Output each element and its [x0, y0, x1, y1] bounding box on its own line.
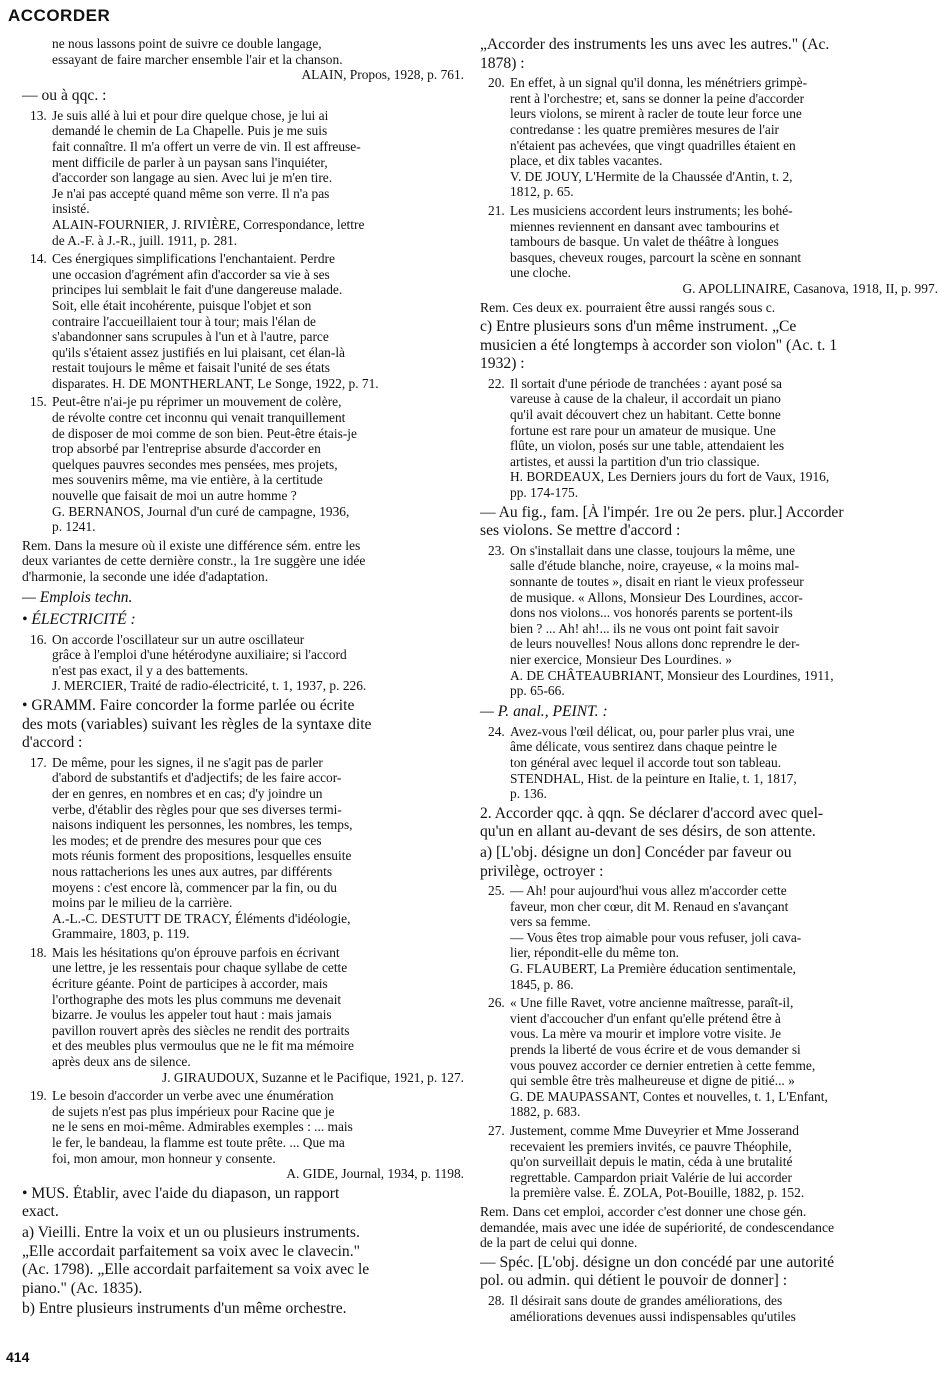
text-line: moyens : c'est encore là, commencer par la fin, ou du [52, 879, 337, 895]
text-line: ton général avec lequel il accorde tout son tableau. [510, 754, 782, 770]
text-line: Avez-vous l'œil délicat, ou, pour parler plus vrai, une [510, 723, 795, 739]
text-line: d'accord : [22, 734, 83, 752]
example-source: ALAIN, Propos, 1928, p. 761. [301, 67, 464, 83]
example-number: 17. [30, 754, 47, 770]
text-line: lier, répondit-elle du même ton. [510, 945, 680, 961]
text-line: n'est pas exact, il y a des battements. [52, 662, 249, 678]
text-line: Rem. Dans la mesure où il existe une différence sém. entre les [22, 537, 361, 553]
text-line: d'harmonie, la seconde une idée d'adaptation. [22, 569, 269, 584]
example-source: de A.-F. à J.-R., juill. 1911, p. 281. [52, 232, 238, 248]
example-continued [22, 36, 464, 83]
text-line: qu'on surveillait depuis le matin, céda à une brutalité [510, 1154, 793, 1170]
text-line: Il désirait sans doute de grandes améliorations, des [510, 1292, 783, 1308]
example-number: 20. [488, 75, 505, 91]
text-line: écriture géante. Point de participes à accorder, mais [52, 976, 328, 992]
text-line: demandée, mais avec une idée de supériorité, de condescendance [480, 1219, 835, 1235]
text-line: grâce à l'emploi d'une hétérodyne auxiliaire; si l'accord [52, 647, 347, 663]
example-source: A. DE CHÂTEAUBRIANT, Monsieur des Lourdines, 1911, [510, 667, 834, 683]
text-line: De même, pour les signes, il ne s'agit pas de parler [52, 754, 323, 770]
text-line: basques, cheveux rouges, parcourt la scène en sonnant [510, 249, 802, 265]
text-line: — Spéc. [L'obj. désigne un don concédé par une autorité [480, 1253, 834, 1271]
text-line: musicien a été longtemps à accorder son violon" (Ac. t. 1 [480, 336, 838, 354]
text-line: Il sortait d'une période de tranchées : ayant posé sa [510, 375, 782, 391]
example-13 [22, 108, 464, 248]
text-line: b) Entre plusieurs instruments d'un même orchestre. [22, 1300, 347, 1318]
text-line: de révolte contre cet inconnu qui venait tranquillement [52, 410, 346, 426]
text-line: recevaient les premiers invités, ce pauvre Théophile, [510, 1138, 792, 1154]
text-line: nous rattacherions les unes aux autres, par différents [52, 863, 333, 879]
text-line: piano." (Ac. 1835). [22, 1279, 143, 1297]
text-line: „Accorder des instruments les uns avec les autres." (Ac. [480, 36, 830, 53]
text-line: Je n'ai pas accepté quand même son verre. Il n'a pas [52, 185, 330, 201]
right-column [480, 34, 938, 1327]
text-line: qu'un en allant au-devant de ses désirs, de son attente. [480, 823, 816, 841]
text-line: « Une fille Ravet, votre ancienne maîtresse, paraît-il, [510, 995, 794, 1011]
example-16 [22, 632, 464, 694]
subsense-b-orchestre [22, 1300, 464, 1319]
text-line: mots réunis forment des propositions, lesquelles ensuite [52, 848, 352, 864]
text-line: nouvelle que faisait de moi un autre homme ? [52, 488, 297, 504]
text-line: verbe, d'établir des règles pour que ses diverses termi- [52, 801, 342, 817]
text-line: (Ac. 1798). „Elle accordait parfaitement sa voix avec le [22, 1261, 370, 1279]
text-line: exact. [22, 1203, 59, 1221]
text-line: Justement, comme Mme Duveyrier et Mme Josserand [510, 1123, 799, 1138]
example-source: pp. 174-175. [510, 485, 579, 501]
example-number: 16. [30, 631, 47, 647]
text-line: vareuse à cause de la chaleur, il accordait un piano [510, 391, 781, 407]
example-number: 15. [30, 394, 47, 410]
text-line: Ces énergiques simplifications l'enchantaient. Perdre [52, 251, 335, 267]
example-26 [480, 995, 938, 1120]
text-line: salle d'étude blanche, noire, crayeuse, « la moins mal- [510, 558, 800, 574]
example-source: G. APOLLINAIRE, Casanova, 1918, II, p. 997. [682, 280, 938, 296]
text-line: „Elle accordait parfaitement sa voix avec le clavecin." [22, 1242, 360, 1260]
text-line: l'orthographe des mots les plus communs me devenait [52, 991, 342, 1007]
example-number: 27. [488, 1123, 505, 1138]
example-number: 22. [488, 375, 505, 391]
text-line: a) [L'obj. désigne un don] Concéder par faveur ou [480, 843, 792, 861]
text-line: de leurs nouvelles! Nous allons donc reprendre le der- [510, 636, 800, 652]
text-line: vous pouvez accorder ce dernier entretien à cette femme, [510, 1057, 816, 1073]
special-usage [480, 1254, 938, 1291]
text-line: améliorations devenues aussi indispensables qu'utiles [510, 1308, 796, 1324]
example-source: G. BERNANOS, Journal d'un curé de campagne, 1936, [52, 503, 350, 519]
domain-heading-electricite: • ÉLECTRICITÉ : [22, 610, 136, 628]
text-line: d'accorder son langage au sien. Avec lui je m'en tire. [52, 170, 333, 186]
text-line: de musique. « Allons, Monsieur Des Lourdines, accor- [510, 589, 803, 605]
text-line: pavillon rouvert après des siècles ne rendit des portraits [52, 1022, 350, 1038]
example-source: p. 136. [510, 786, 547, 802]
example-source: H. BORDEAUX, Les Derniers jours du fort de Vaux, 1916, [510, 469, 830, 485]
text-line: ne le sens en moi-même. Admirables exemples : ... mais [52, 1119, 353, 1135]
definition-mus [22, 1185, 464, 1222]
text-line: restait toujours le même et faisait l'unité de ses états [52, 360, 330, 376]
example-15 [22, 394, 464, 534]
text-line: contraire l'accueillaient tour à tour; mais l'élan de [52, 313, 316, 329]
example-number: 19. [30, 1088, 47, 1104]
example-source: J. MERCIER, Traité de radio-électricité, t. 1, 1937, p. 226. [52, 678, 367, 694]
subsense-c-sons [480, 318, 938, 374]
text-line: • GRAMM. Faire concorder la forme parlée ou écrite [22, 696, 355, 714]
text-line: En effet, à un signal qu'il donna, les ménétriers grimpè- [510, 75, 808, 91]
text-line: la première valse. É. ZOLA, Pot-Bouille, 1882, p. 152. [510, 1185, 805, 1201]
construction-heading: — ou à qqc. : [22, 86, 107, 104]
example-source: p. 1241. [52, 519, 96, 535]
example-source: J. GIRAUDOUX, Suzanne et le Pacifique, 1921, p. 127. [162, 1069, 464, 1085]
text-line: — Vous êtes trop aimable pour vous refuser, joli cava- [510, 929, 802, 945]
subsense-a-don [480, 844, 938, 881]
text-line: des mots (variables) suivant les règles de la syntaxe dite [22, 715, 372, 733]
text-line: fortune est rare pour un amateur de musique. Une [510, 422, 776, 438]
text-line: dons nos violons... vos honorés parents se portent-ils [510, 605, 793, 621]
usage-heading: — Emplois techn. [22, 588, 133, 606]
text-line: sonnante de toutes », disait en riant le vieux professeur [510, 574, 804, 589]
text-line: Le besoin d'accorder un verbe avec une énumération [52, 1088, 334, 1104]
figurative-usage [480, 504, 938, 541]
text-line: place, et dix tables vacantes. [510, 153, 663, 169]
example-14 [22, 251, 464, 391]
example-source: ALAIN-FOURNIER, J. RIVIÈRE, Correspondance, lettre [52, 216, 365, 232]
text-line: prends la liberté de vous écrire et de vous demander si [510, 1042, 801, 1058]
example-20 [480, 75, 938, 200]
text-line: quelques pauvres secondes mes pensées, mes projets, [52, 456, 338, 472]
example-source: G. DE MAUPASSANT, Contes et nouvelles, t. 1, L'Enfant, [510, 1088, 828, 1104]
text-line: qu'il avait découvert chez un habitant. Cette bonne [510, 407, 781, 423]
text-line: deux variantes de cette dernière constr., la 1re suggère une idée [22, 553, 366, 569]
example-number: 23. [488, 542, 505, 558]
text-line: vers sa femme. [510, 914, 591, 930]
text-line: le fer, le bandeau, la flamme est toute prête. ... Que ma [52, 1135, 345, 1150]
example-number: 18. [30, 944, 47, 960]
text-line: contredanse : les quatre premières mesures de l'air [510, 121, 779, 137]
text-line: trop absorbé par l'entreprise absurde d'accorder en [52, 441, 321, 457]
text-line: s'abandonner sans scrupules à l'un et à l'autre, parce [52, 329, 329, 345]
text-line: tambours de basque. Un valet de théâtre à longues [510, 234, 779, 250]
text-line: der en genres, en nombres et en cas; d'y joindre un [52, 785, 323, 801]
text-line: âme délicate, vous sentirez dans chaque peintre le [510, 739, 777, 755]
text-line: ment difficile de parler à un paysan sans l'inquiéter, [52, 154, 328, 170]
sense-2 [480, 805, 938, 842]
text-line: miennes reviennent en dansant avec tambourins et [510, 218, 780, 234]
text-line: Rem. Ces deux ex. pourraient être aussi rangés sous c. [480, 299, 776, 315]
text-line: foi, mon amour, mon honneur y consente. [52, 1150, 276, 1166]
text-line: une cloche. [510, 265, 571, 281]
text-line: Mais les hésitations qu'on éprouve parfois en écrivant [52, 944, 340, 960]
text-line: moins par le milieu de la carrière. [52, 895, 233, 911]
text-line: c) Entre plusieurs sons d'un même instrument. „Ce [480, 318, 797, 336]
text-line: qu'ils s'étaient assez justifiés en lui plaisant, cet élan-là [52, 344, 346, 360]
example-number: 24. [488, 723, 505, 739]
example-number: 25. [488, 883, 505, 899]
text-line: On s'installait dans une classe, toujours la même, une [510, 542, 796, 558]
text-line: bizarre. Je voulus les appeler tout haut : mais jamais [52, 1007, 332, 1023]
example-source: A. GIDE, Journal, 1934, p. 1198. [286, 1166, 464, 1182]
quotation-ac-1878 [480, 36, 938, 73]
text-line: mes souvenirs même, ma vie entière, à la certitude [52, 472, 323, 488]
text-line: de sujets n'est pas plus impérieux pour Racine que je [52, 1103, 335, 1119]
text-line: 1932) : [480, 355, 525, 373]
example-21 [480, 203, 938, 297]
example-source: G. FLAUBERT, La Première éducation sentimentale, [510, 961, 797, 977]
text-line: a) Vieilli. Entre la voix et un ou plusieurs instruments. [22, 1223, 360, 1241]
text-line: ses violons. Se mettre d'accord : [480, 522, 681, 540]
running-headword: ACCORDER [8, 6, 111, 25]
text-line: faveur, mon cher cœur, dit M. Renaud en s'avançant [510, 898, 789, 914]
text-line: Les musiciens accordent leurs instruments; les bohé- [510, 202, 793, 218]
example-24 [480, 724, 938, 802]
text-line: 2. Accorder qqc. à qqn. Se déclarer d'accord avec quel- [480, 804, 824, 822]
text-line: 1878) : [480, 54, 525, 72]
text-line: artistes, et aussi la partition d'un trio classique. [510, 453, 760, 469]
text-line: rent à l'orchestre; et, sans se donner la peine d'accorder [510, 90, 805, 106]
text-line: — Au fig., fam. [À l'impér. 1re ou 2e pers. plur.] Accorder [480, 503, 844, 521]
text-line: Soit, elle était incohérente, puisque l'objet et son [52, 297, 312, 313]
text-line: privilège, octroyer : [480, 862, 604, 880]
page-number: 414 [6, 1349, 30, 1365]
text-line: Peut-être n'ai-je pu réprimer un mouvement de colère, [52, 394, 342, 410]
text-line: de la part de celui qui donne. [480, 1235, 638, 1251]
text-line: Je suis allé à lui et pour dire quelque chose, je lui ai [52, 107, 329, 123]
example-17 [22, 755, 464, 942]
example-source: V. DE JOUY, L'Hermite de la Chaussée d'Antin, t. 2, [510, 168, 793, 184]
example-19 [22, 1088, 464, 1182]
text-line: nier exercice, Monsieur Des Lourdines. » [510, 651, 732, 667]
example-23 [480, 543, 938, 699]
text-line: naisons indiquent les personnes, les nombres, les temps, [52, 817, 353, 833]
text-line: une lettre, je les ressentais pour chaque syllabe de cette [52, 960, 348, 976]
text-line: qui semble être très malheureuse et digne de pitié... » [510, 1073, 795, 1089]
remark [22, 538, 464, 585]
text-line: vient d'accoucher d'un enfant qu'elle prétend être à [510, 1010, 781, 1026]
remark [480, 1204, 938, 1251]
text-line: bien ? ... Ah! ah!... ils ne vous ont point fait savoir [510, 620, 779, 636]
subsense-a-vieilli [22, 1224, 464, 1298]
example-source: 1812, p. 65. [510, 184, 574, 200]
left-column [22, 34, 464, 1321]
text-line: d'abord de substantifs et d'adjectifs; de les faire accor- [52, 770, 342, 786]
text-line: après deux ans de silence. [52, 1054, 191, 1070]
text-line: disparates. H. DE MONTHERLANT, Le Songe, 1922, p. 71. [52, 375, 379, 391]
text-line: de disposer de moi comme de son bien. Peut-être étais-je [52, 425, 357, 441]
definition-gramm [22, 697, 464, 753]
text-line: une occasion d'agrément afin d'accorder sa vie à ses [52, 266, 330, 282]
example-number: 21. [488, 202, 505, 218]
example-source: Grammaire, 1803, p. 119. [52, 926, 190, 942]
example-source: STENDHAL, Hist. de la peinture en Italie, t. 1, 1817, [510, 770, 797, 786]
text-line: flûte, un violon, posés sur une table, attendaient les [510, 438, 785, 454]
text-line: leurs violons, se mirent à racler de toute leur force une [510, 106, 802, 122]
example-number: 14. [30, 251, 47, 267]
text-line: les modes; et de prendre des mesures pour que ces [52, 832, 322, 848]
remark [480, 300, 938, 316]
analogy-heading: — P. anal., PEINT. : [480, 702, 608, 720]
text-line: regrettable. Campardon priait Valérie de lui accorder [510, 1169, 792, 1185]
example-27 [480, 1123, 938, 1201]
text-line: • MUS. Établir, avec l'aide du diapason, un rapport [22, 1184, 340, 1202]
text-line: demandé le chemin de La Chapelle. Puis je me suis [52, 123, 328, 139]
text-line: n'étaient pas achevées, que vingt quadrilles étaient en [510, 137, 796, 153]
example-18 [22, 945, 464, 1085]
text-line: insisté. [52, 201, 90, 217]
example-number: 26. [488, 995, 505, 1011]
example-number: 13. [30, 107, 47, 123]
text-line: principes lui semblait le fait d'une dangereuse malade. [52, 282, 343, 298]
text-line: Rem. Dans cet emploi, accorder c'est donner une chose gén. [480, 1203, 807, 1219]
example-source: pp. 65-66. [510, 683, 565, 699]
text-line: pol. ou admin. qui détient le pouvoir de donner] : [480, 1272, 788, 1290]
text-line: et des meubles plus vermoulus que ne le fit ma mémoire [52, 1038, 354, 1054]
example-number: 28. [488, 1292, 505, 1308]
example-28 [480, 1293, 938, 1324]
text-line: ne nous lassons point de suivre ce double langage, [52, 36, 322, 51]
text-line: On accorde l'oscillateur sur un autre oscillateur [52, 631, 305, 647]
text-line: — Ah! pour aujourd'hui vous allez m'accorder cette [510, 883, 787, 899]
example-source: 1845, p. 86. [510, 976, 574, 992]
text-line: vous. La mère va mourir et implore votre visite. Je [510, 1026, 782, 1042]
example-source: A.-L.-C. DESTUTT DE TRACY, Éléments d'idéologie, [52, 910, 351, 926]
text-line: fait connaître. Il m'a offert un verre de vin. Il est affreuse- [52, 138, 361, 154]
text-line: essayant de faire marcher ensemble l'air et la chanson. [52, 51, 343, 67]
example-25 [480, 883, 938, 992]
example-source: 1882, p. 683. [510, 1104, 581, 1120]
example-22 [480, 376, 938, 501]
